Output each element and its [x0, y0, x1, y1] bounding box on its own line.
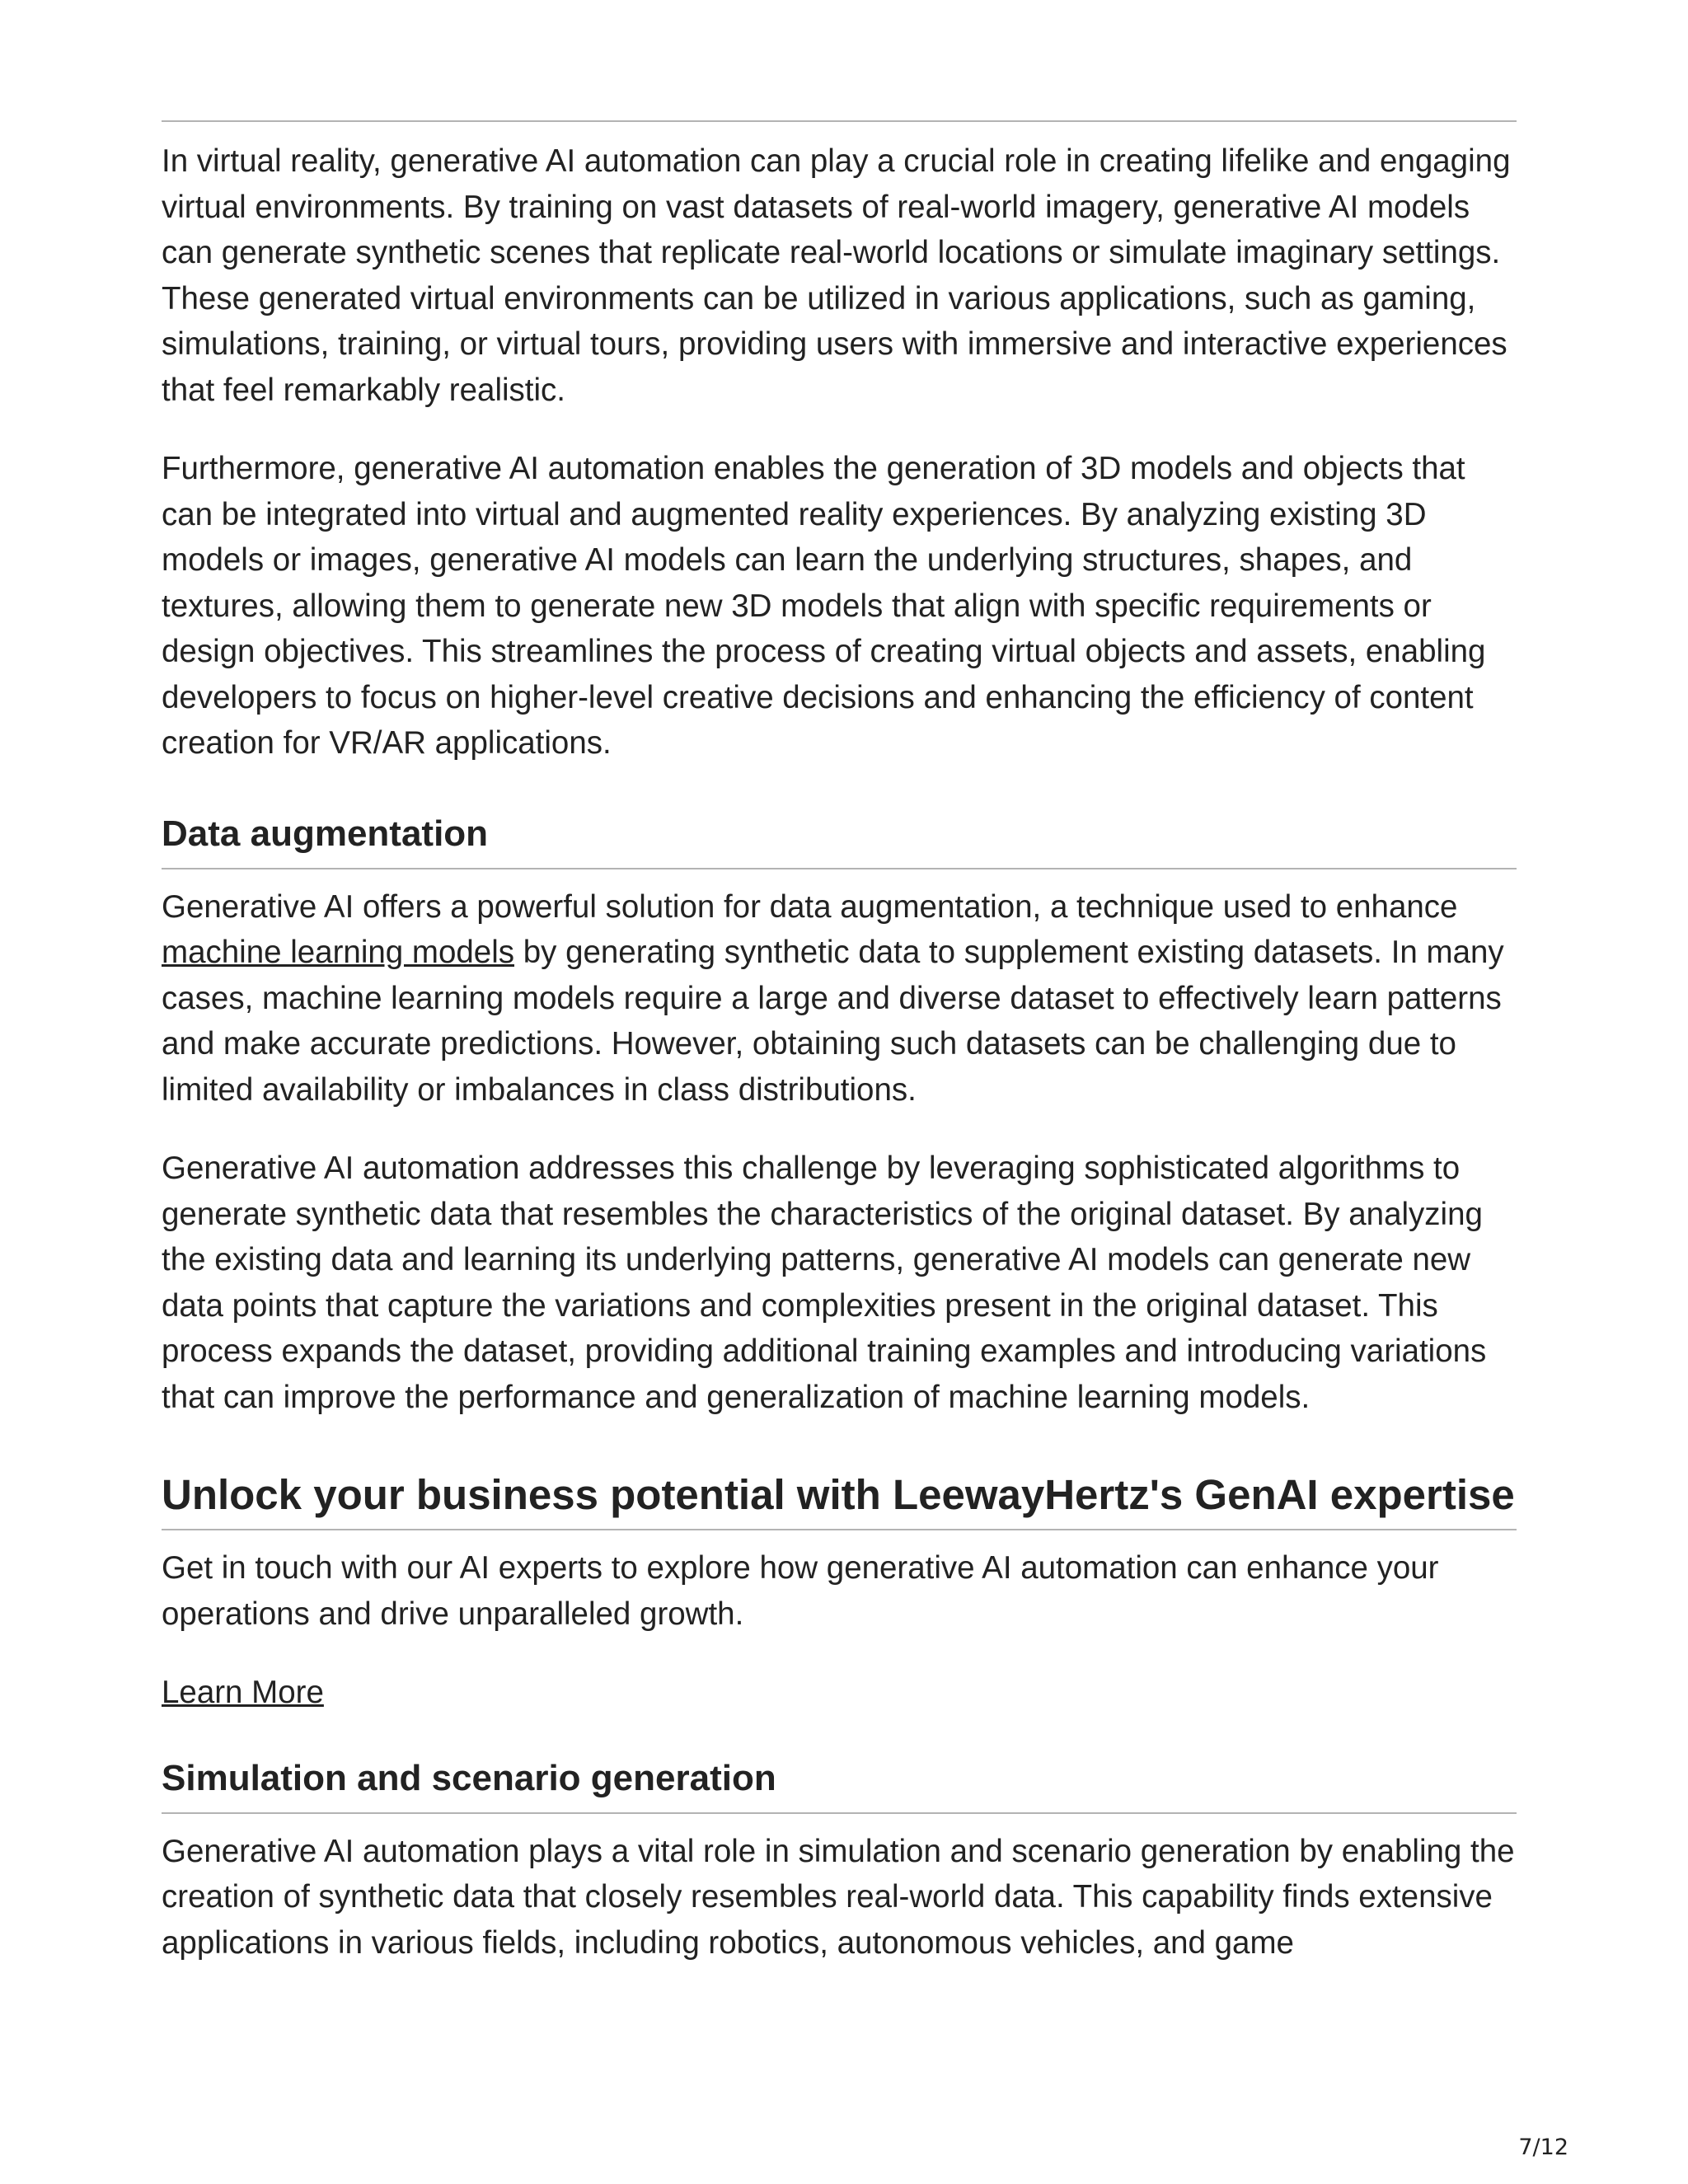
cta-heading: Unlock your business potential with LeewayHertz's GenAI expertise: [162, 1471, 1515, 1518]
article-body: [162, 138, 1517, 1999]
cta-divider: [162, 1529, 1517, 1530]
data-augmentation-heading: Data augmentation: [162, 813, 489, 854]
page-number: 7/12: [1518, 2135, 1568, 2160]
paragraph-text: Generative AI offers a powerful solution for data augmentation, a technique used to enhance: [162, 888, 1458, 925]
data-augmentation-paragraph-2: Generative AI automation addresses this challenge by leveraging sophisticated algorithms to generate synthetic data that resembles the characteristics of the original dataset. By analyzing the existing data and learning its underlying patterns, generative AI models can generate new data points that capture the variations and complexities present in the original dataset. This process expands the dataset, providing additional training examples and introducing variations that can improve the performance and generalization of machine learning models.: [162, 1151, 1487, 1415]
vr-paragraph-1: In virtual reality, generative AI automation can play a crucial role in creating lifelike and engaging virtual environments. By training on vast datasets of real-world imagery, generative AI models can generate synthetic scenes that replicate real-world locations or simulate imaginary settings. These generated virtual environments can be utilized in various applications, such as gaming, simulations, training, or virtual tours, providing users with immersive and interactive experiences that feel remarkably realistic.: [162, 143, 1511, 408]
learn-more-container: [162, 1670, 1517, 1716]
paragraph-text: by generating synthetic data to supplement existing datasets. In many cases, machine learning models require a large and diverse dataset to effectively learn patterns and make accurate predictions. However, obtaining such datasets can be challenging due to limited availability or imbalances in class distributions.: [162, 935, 1504, 1108]
learn-more-link[interactable]: Learn More: [162, 1675, 324, 1710]
vr-paragraph-2: Furthermore, generative AI automation enables the generation of 3D models and objects that can be integrated into virtual and augmented reality experiences. By analyzing existing 3D models or images, generative AI models can learn the underlying structures, shapes, and textures, allowing them to generate new 3D models that align with specific requirements or design objectives. This streamlines the process of creating virtual objects and assets, enabling developers to focus on higher-level creative decisions and enhancing the efficiency of content creation for VR/AR applications.: [162, 451, 1486, 761]
simulation-divider: [162, 1812, 1517, 1814]
simulation-paragraph-1: Generative AI automation plays a vital role in simulation and scenario generation by enabling the creation of synthetic data that closely resembles real-world data. This capability finds extensive applications in various fields, including robotics, autonomous vehicles, and game: [162, 1833, 1515, 1961]
data-augmentation-paragraph-1: [162, 884, 1517, 1113]
top-divider: [162, 120, 1517, 122]
machine-learning-models-link[interactable]: machine learning models: [162, 935, 515, 970]
data-augmentation-divider: [162, 868, 1517, 869]
simulation-heading: Simulation and scenario generation: [162, 1757, 776, 1798]
cta-text: Get in touch with our AI experts to explore how generative AI automation can enhance your operations and drive unparalleled growth.: [162, 1550, 1439, 1632]
